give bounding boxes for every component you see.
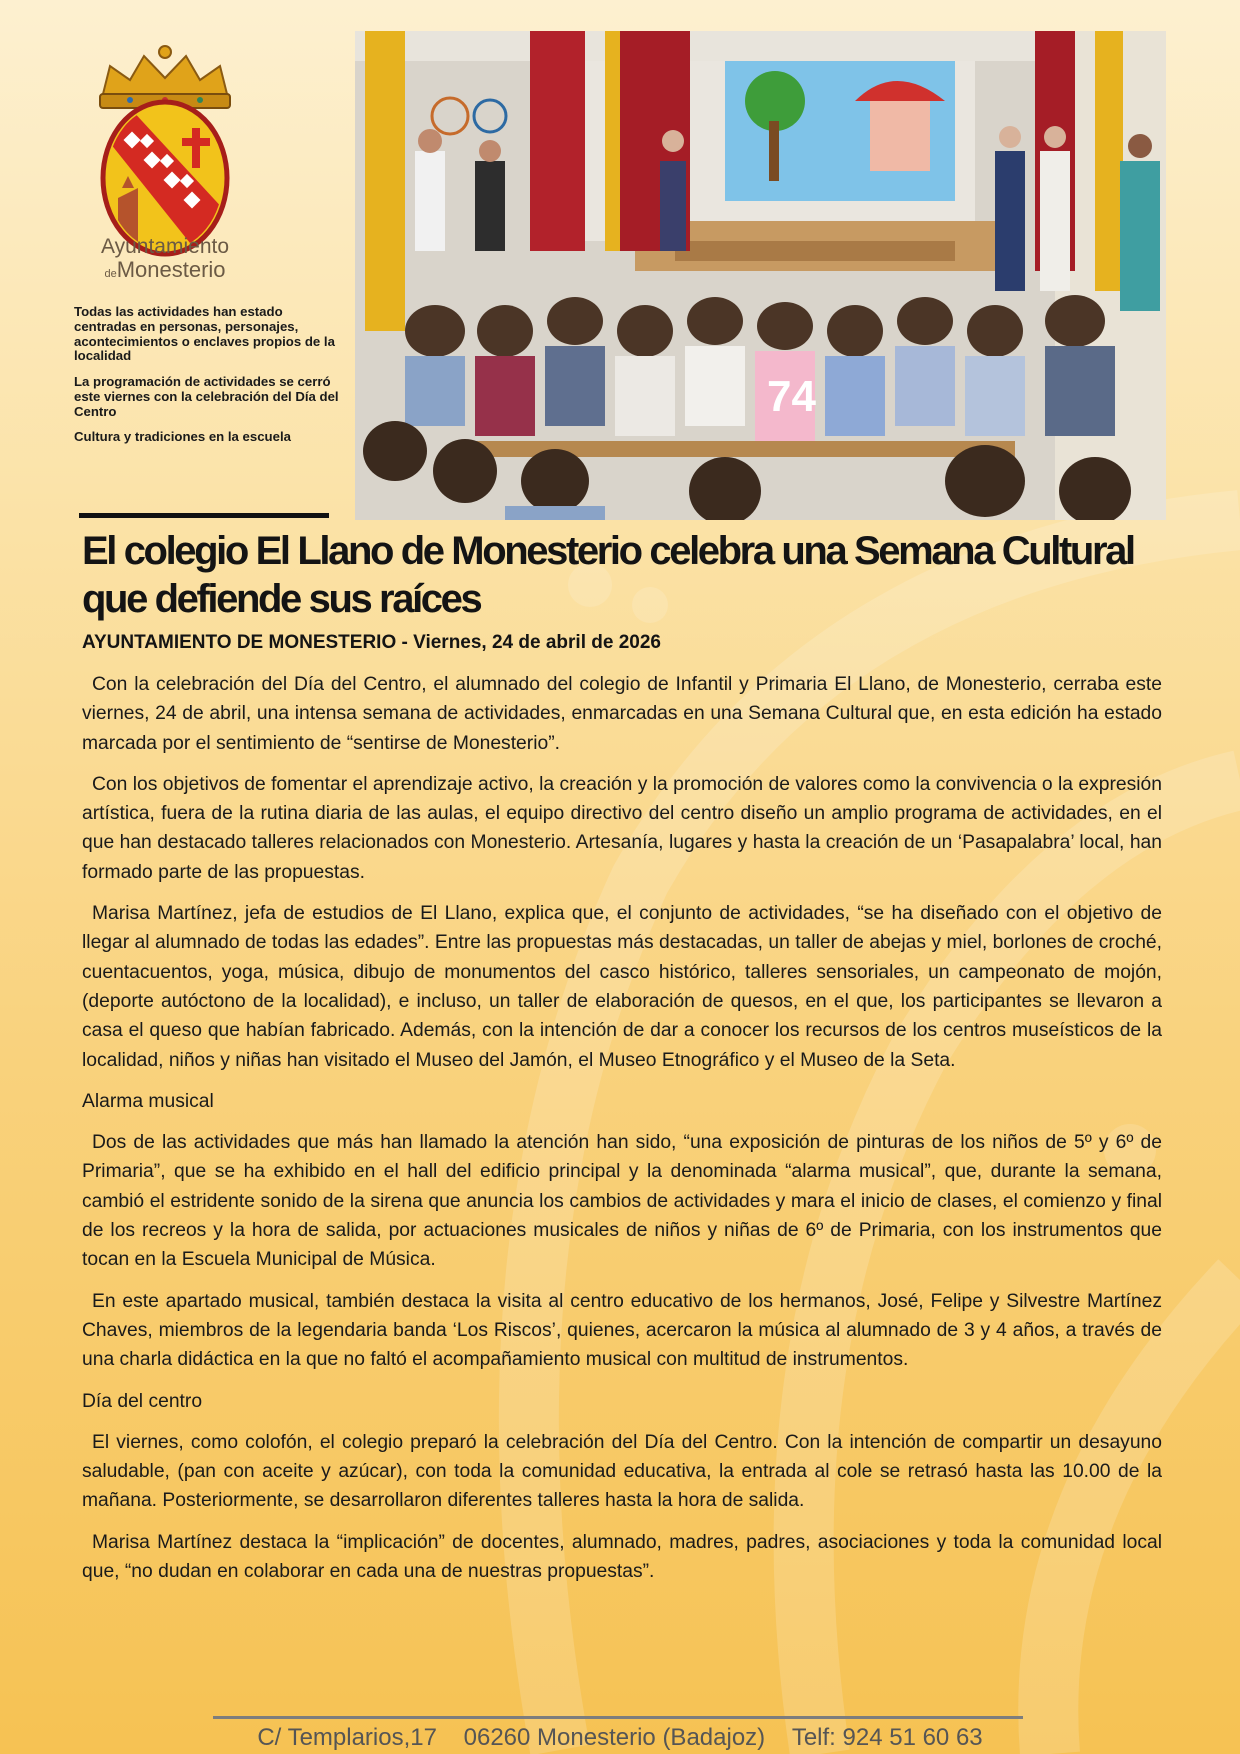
article-paragraph: Dos de las actividades que más han llamado la atención han sido, “una exposición de pinturas de los niños de 5º y 6º de Primaria”, que se ha exhibido en el hall del edificio principal y la denominada “alarma musical”, que, durante la semana, cambió el estridente sonido de la sirena que anuncia los cambios de actividades y mara el inicio de clases, el comienzo y final de los recreos y la hora de salida, por actuaciones musicales de niños y niñas de 6º de Primaria, con los instrumentos que tocan en la Escuela Municipal de Música.: [82, 1132, 1162, 1271]
byline-source: AYUNTAMIENTO DE MONESTERIO: [82, 632, 397, 653]
highlight-item: Todas las actividades han estado centradas en personas, personajes, acontecimientos o enclaves propios de la localidad: [74, 304, 335, 364]
highlight-item: La programación de actividades se cerró este viernes con la celebración del Día del Centro: [74, 374, 339, 419]
article-paragraph: Con la celebración del Día del Centro, el alumnado del colegio de Infantil y Primaria El Llano, de Monesterio, cerraba este viernes, 24 de abril, una intensa semana de actividades, enmarcadas en una Semana Cultural que, en esta edición ha estado marcada por el sentimiento de “sentirse de Monesterio”.: [82, 674, 1162, 754]
article-paragraph: En este apartado musical, también destaca la visita al centro educativo de los hermanos, José, Felipe y Silvestre Martínez Chaves, miembros de la legendaria banda ‘Los Riscos’, quienes, acercaron la música al alumnado de 3 y 4 años, a través de una charla didáctica en la que no faltó el acompañamiento musical con multitud de instrumentos.: [82, 1290, 1162, 1371]
highlights-divider: [79, 513, 329, 518]
jersey-number: 74: [767, 372, 816, 421]
section-heading-dia-del-centro: Día del centro: [82, 1390, 203, 1412]
logo-name-prefix: de: [104, 268, 117, 280]
section-heading-alarma-musical: Alarma musical: [82, 1090, 214, 1112]
byline-separator: -: [396, 632, 414, 653]
logo-name-line1: Ayuntamiento: [100, 235, 230, 258]
article-paragraph: Con los objetivos de fomentar el aprendizaje activo, la creación y la promoción de valores como la convivencia o la expresión artística, fuera de la rutina diaria de las aulas, el equipo directivo del centro diseño un amplio programa de actividades, en el que han destacado talleres relacionados con Monesterio. Artesanía, lugares y hasta la creación de un ‘Pasapalabra’ local, han formado parte de las propuestas.: [82, 773, 1162, 883]
article-highlights: [74, 305, 344, 456]
article-paragraph: Marisa Martínez destaca la “implicación” de docentes, alumnado, madres, padres, asociaciones y toda la comunidad local que, “no dudan en colaborar en cada una de nuestras propuestas”.: [82, 1531, 1162, 1583]
highlight-item: Cultura y tradiciones en la escuela: [74, 429, 291, 445]
logo-name-line2: [80, 259, 250, 281]
article-title: El colegio El Llano de Monesterio celebra una Semana Cultural que defiende sus raíces: [82, 529, 1134, 621]
article-body: [82, 670, 1162, 1598]
footer-address: C/ Templarios,17: [257, 1724, 437, 1751]
logo-name-town: Monesterio: [116, 257, 226, 282]
footer-divider: [213, 1716, 1023, 1719]
footer-contact: [0, 1724, 1240, 1752]
footer-postal: 06260 Monesterio (Badajoz): [463, 1724, 766, 1751]
article-byline: [82, 632, 661, 654]
logo-wordmark: [80, 236, 250, 281]
byline-date: Viernes, 24 de abril de 2026: [413, 632, 661, 653]
article-photo: [355, 31, 1166, 520]
article-paragraph: El viernes, como colofón, el colegio preparó la celebración del Día del Centro. Con la intención de compartir un desayuno saludable, (pan con aceite y azúcar), con toda la comunidad educativa, la entrada al cole se retrasó hasta las 10.00 de la mañana. Posteriormente, se desarrollaron diferentes talleres hasta la hora de salida.: [82, 1431, 1162, 1512]
footer-phone: Telf: 924 51 60 63: [791, 1724, 983, 1751]
article-paragraph: Marisa Martínez, jefa de estudios de El Llano, explica que, el conjunto de actividades, “se ha diseñado con el objetivo de llegar al alumnado de todas las edades”. Entre las propuestas más destacadas, un taller de abejas y miel, borlones de croché, cuentacuentos, yoga, música, dibujo de monumentos del casco histórico, talleres sensoriales, un campeonato de mojón, (deporte autóctono de la localidad), e incluso, un taller de elaboración de quesos, en el que, los participantes se llevaron a casa el queso que habían fabricado. Además, con la intención de dar a conocer los recursos de los centros museísticos de la localidad, niños y niñas han visitado el Museo del Jamón, el Museo Etnográfico y el Museo de la Seta.: [82, 903, 1162, 1071]
